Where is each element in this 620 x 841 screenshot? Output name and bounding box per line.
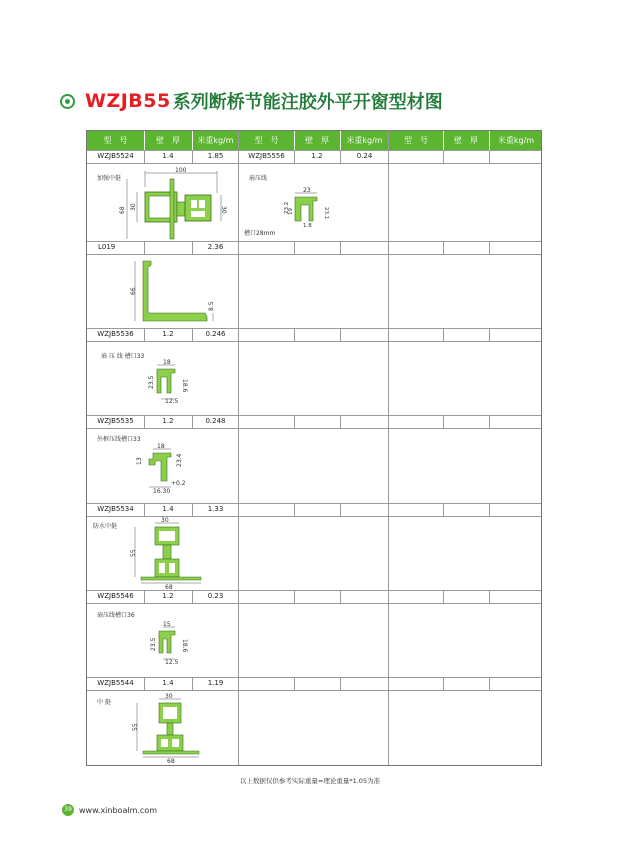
cell-weight: 1.33 xyxy=(207,505,224,513)
column-divider xyxy=(238,131,239,765)
profile-drawing xyxy=(277,187,337,227)
bullet-icon xyxy=(60,94,75,109)
column-divider xyxy=(340,131,341,150)
cell-model: L019 xyxy=(98,243,116,251)
page-title xyxy=(60,88,443,114)
column-divider xyxy=(144,328,145,341)
cell-weight: 0.246 xyxy=(205,330,226,338)
column-divider xyxy=(443,241,444,254)
column-divider xyxy=(294,590,295,603)
profile-label: 加强中挺 xyxy=(97,175,122,182)
dim-label: 100 xyxy=(175,167,187,174)
profile-label: 中 挺 xyxy=(97,699,111,706)
cell-wall: 1.2 xyxy=(311,152,323,160)
column-divider xyxy=(489,241,490,254)
column-divider xyxy=(340,503,341,516)
dim-label: 68 xyxy=(165,584,173,589)
column-divider xyxy=(294,131,295,150)
dim-label: 23.5 xyxy=(148,375,155,389)
column-divider xyxy=(340,415,341,428)
column-divider xyxy=(340,590,341,603)
column-divider xyxy=(489,503,490,516)
cell-wall: 1.4 xyxy=(162,152,174,160)
cell-wall: 1.2 xyxy=(162,330,174,338)
column-divider xyxy=(144,241,145,254)
column-divider xyxy=(294,241,295,254)
row-line xyxy=(87,163,541,164)
cell-wall: 1.2 xyxy=(162,592,174,600)
dim-label: 30 xyxy=(161,517,169,524)
table-header xyxy=(87,131,541,150)
dim-label: 18 xyxy=(157,443,165,450)
column-divider xyxy=(144,590,145,603)
column-divider xyxy=(192,150,193,163)
column-divider xyxy=(443,328,444,341)
column-divider xyxy=(443,150,444,163)
column-divider xyxy=(144,150,145,163)
column-divider xyxy=(294,677,295,690)
profile-label: 槽口28mm xyxy=(244,230,276,237)
column-divider xyxy=(443,503,444,516)
cell-weight: 0.24 xyxy=(356,152,373,160)
cell-wall: 1.4 xyxy=(162,679,174,687)
column-divider xyxy=(489,415,490,428)
dim-label: 12.5 xyxy=(165,398,179,403)
dim-label: 55 xyxy=(130,549,137,557)
profile-label: 外框压线槽口33 xyxy=(97,436,141,443)
column-divider xyxy=(340,328,341,341)
header-wall: 壁 厚 xyxy=(305,136,329,145)
dim-label: 23 xyxy=(303,187,311,194)
header-wall: 壁 厚 xyxy=(454,136,478,145)
row-line xyxy=(87,690,541,691)
column-divider xyxy=(443,131,444,150)
dim-label: 23.5 xyxy=(150,637,157,651)
column-divider xyxy=(192,415,193,428)
dim-label: 30 xyxy=(130,203,137,211)
dim-label: 68 xyxy=(167,758,175,765)
column-divider xyxy=(144,503,145,516)
row-line xyxy=(87,428,541,429)
cell-model: WZJB5536 xyxy=(97,330,134,338)
column-divider xyxy=(192,328,193,341)
cell-weight: 1.19 xyxy=(207,679,224,687)
header-weight: 米重kg/m xyxy=(197,136,234,145)
column-divider xyxy=(340,677,341,690)
profile-label: 扇压线 xyxy=(249,175,268,182)
cell-model: WZJB5556 xyxy=(248,152,285,160)
cell-wall: 1.4 xyxy=(162,505,174,513)
header-weight: 米重kg/m xyxy=(497,136,535,145)
profile-table xyxy=(86,130,542,766)
column-divider xyxy=(443,677,444,690)
column-divider xyxy=(294,503,295,516)
dim-label: 68 xyxy=(119,206,126,214)
column-divider xyxy=(489,590,490,603)
column-divider xyxy=(192,503,193,516)
dim-label: +0.2 xyxy=(171,480,186,487)
column-divider xyxy=(192,131,193,150)
header-weight: 米重kg/m xyxy=(346,136,383,145)
dim-label: 13 xyxy=(136,457,143,465)
column-divider xyxy=(443,415,444,428)
profile-drawing xyxy=(113,167,235,243)
dim-label: 19 xyxy=(288,208,294,215)
column-divider xyxy=(489,677,490,690)
dim-label: 30 xyxy=(165,693,173,700)
cell-weight: 2.36 xyxy=(207,243,224,251)
dim-label: 30 xyxy=(220,206,227,214)
website-link[interactable]: www.xinboalm.com xyxy=(79,805,157,815)
dim-label: 23.4 xyxy=(176,453,183,467)
column-divider xyxy=(192,590,193,603)
row-line xyxy=(87,603,541,604)
profile-drawing xyxy=(127,441,207,497)
page-number: 39 xyxy=(62,804,74,816)
column-divider xyxy=(294,415,295,428)
title-text: 系列断桥节能注胶外平开窗型材图 xyxy=(172,92,443,113)
dim-label: 16.30 xyxy=(153,488,171,495)
column-divider xyxy=(144,415,145,428)
cell-model: WZJB5534 xyxy=(97,505,134,513)
dim-label: 1.8 xyxy=(303,223,312,227)
header-model: 型 号 xyxy=(254,136,279,145)
header-model: 型 号 xyxy=(404,136,428,145)
cell-weight: 1.85 xyxy=(207,152,224,160)
row-line xyxy=(87,254,541,255)
column-divider xyxy=(443,590,444,603)
cell-wall xyxy=(144,241,192,254)
cell-model: WZJB5535 xyxy=(97,417,134,425)
dim-label: 55 xyxy=(132,723,139,731)
profile-label: 扇压线槽口36 xyxy=(97,612,135,619)
dim-label: 18 xyxy=(163,359,171,366)
cell-model: WZJB5524 xyxy=(97,152,134,160)
dim-label: 66 xyxy=(130,287,137,295)
profile-drawing xyxy=(127,693,207,765)
cell-weight: 0.248 xyxy=(205,417,226,425)
footer xyxy=(62,804,157,816)
dim-label: 23.1 xyxy=(323,207,329,220)
dim-label: 12.5 xyxy=(165,659,179,666)
row-line xyxy=(87,341,541,342)
cell-wall: 1.2 xyxy=(162,417,174,425)
column-divider xyxy=(294,328,295,341)
column-divider xyxy=(192,677,193,690)
dim-label: 18.6 xyxy=(181,639,188,653)
column-divider xyxy=(192,241,193,254)
profile-drawing xyxy=(123,257,223,325)
title-model: WZJB55 xyxy=(85,90,171,112)
column-divider xyxy=(294,150,295,163)
column-divider xyxy=(489,328,490,341)
footnote: 以上数据仅供参考实际重量=理论重量*1.05为准 xyxy=(239,777,381,785)
column-divider xyxy=(144,677,145,690)
cell-model: WZJB5546 xyxy=(97,592,134,600)
dim-label: 18.6 xyxy=(181,379,188,393)
column-divider xyxy=(489,131,490,150)
profile-label: 扇 压 线 槽口33 xyxy=(101,353,145,360)
column-divider xyxy=(340,150,341,163)
profile-drawing xyxy=(127,617,197,667)
dim-label: 8.5 xyxy=(208,301,215,311)
column-divider xyxy=(489,150,490,163)
profile-label: 防水中挺 xyxy=(93,523,118,530)
column-divider xyxy=(340,241,341,254)
column-divider xyxy=(388,131,389,765)
dim-label: 15 xyxy=(163,621,171,628)
profile-drawing xyxy=(127,357,197,403)
dim-label: 23.2 xyxy=(284,201,290,214)
cell-weight: 0.23 xyxy=(207,592,224,600)
column-divider xyxy=(144,131,145,150)
header-wall: 壁 厚 xyxy=(156,136,180,145)
profile-drawing xyxy=(127,517,207,589)
cell-model: WZJB5544 xyxy=(97,679,134,687)
header-model: 型 号 xyxy=(103,136,128,145)
